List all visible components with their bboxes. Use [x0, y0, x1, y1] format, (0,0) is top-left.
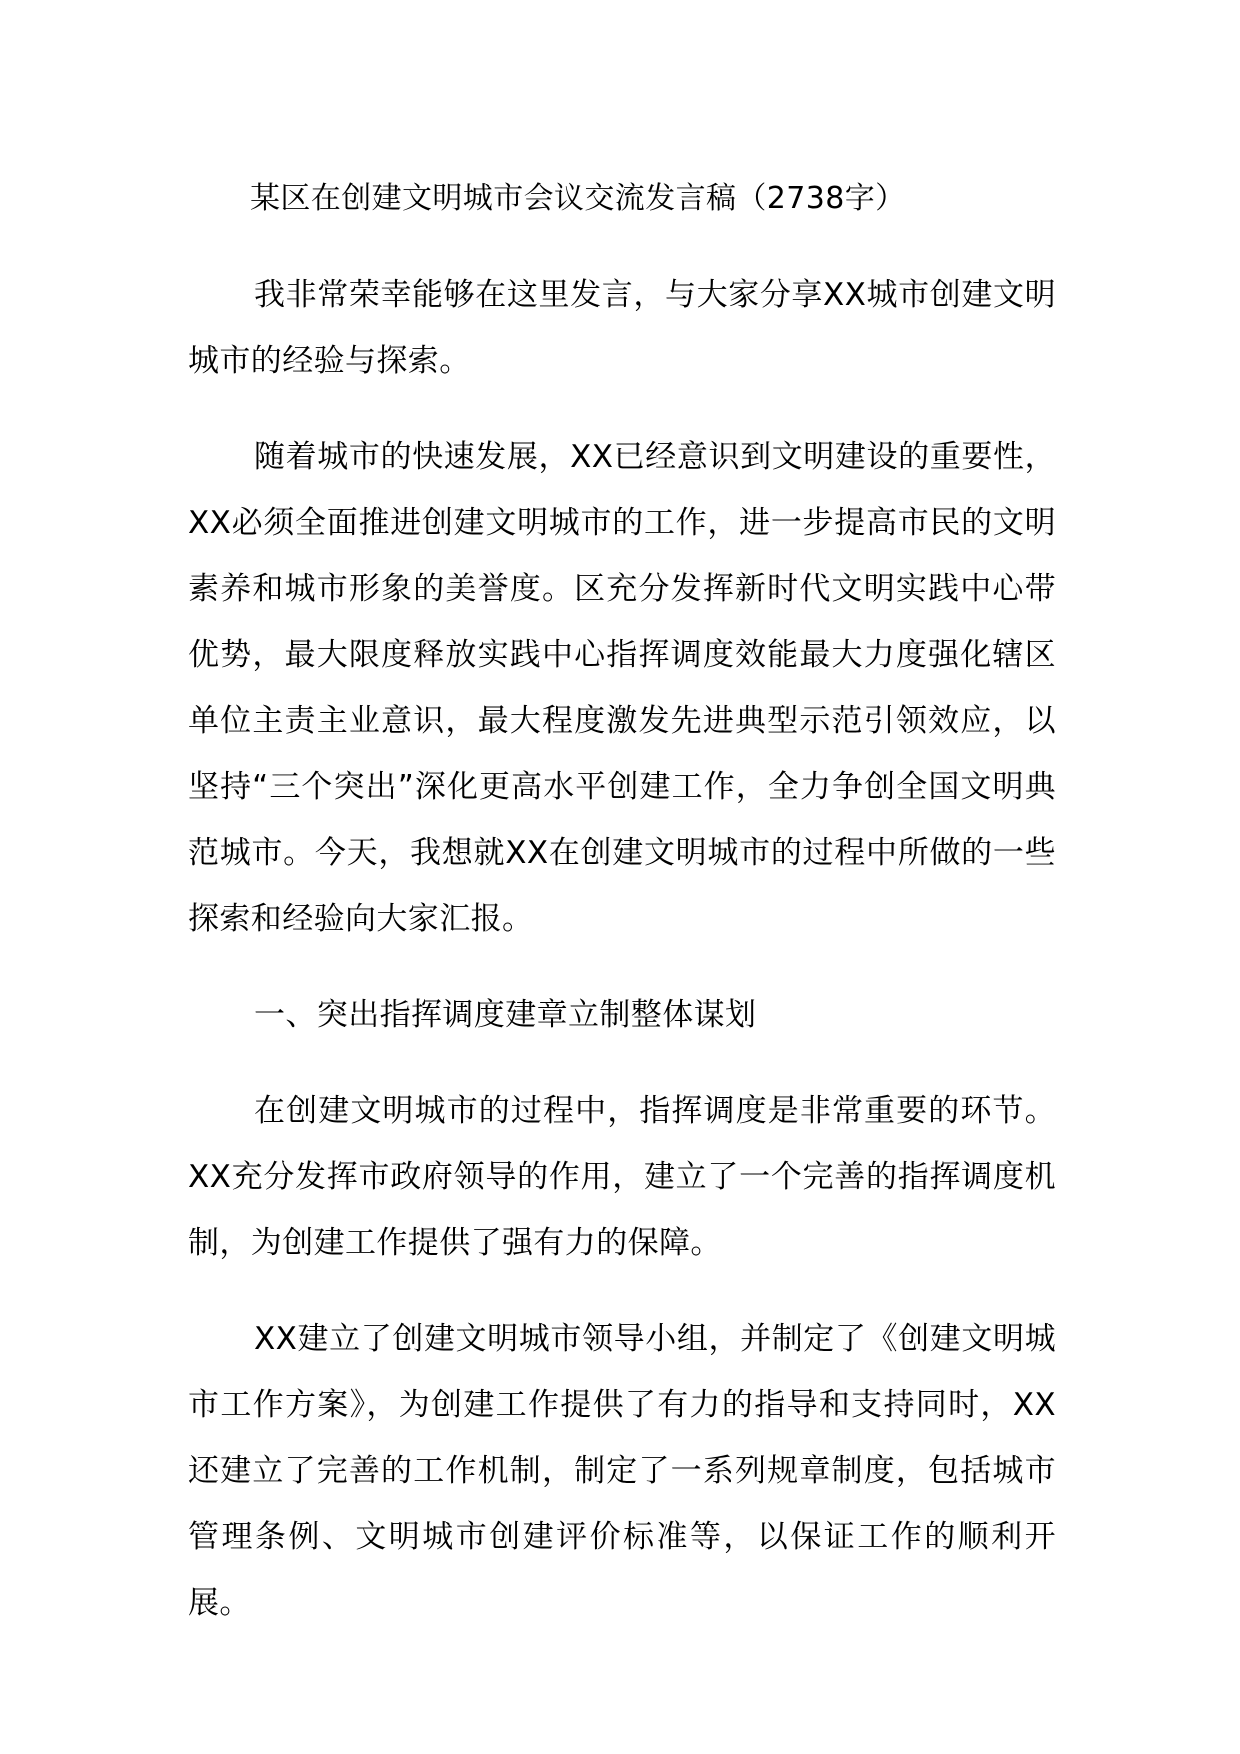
document-title: 某区在创建文明城市会议交流发言稿（2738字）	[250, 181, 906, 216]
paragraph-background: 随着城市的快速发展，XX已经意识到文明建设的重要性，XX必须全面推进创建文明城市的工作，进一步提高市民的文明素养和城市形象的美誉度。区充分发挥新时代文明实践中心带优势，最大限度释放实践中心指挥调度效能最大力度强化辖区单位主责主业意识，最大程度激发先进典型示范引领效应，以坚持“三个突出”深化更高水平创建工作，全力争创全国文明典范城市。今天，我想就XX在创建文明城市的过程中所做的一些探索和经验向大家汇报。	[188, 439, 1056, 937]
document-body	[188, 166, 1056, 1666]
section-heading: 一、突出指挥调度建章立制整体谋划	[254, 997, 757, 1033]
paragraph-leadership-group: XX建立了创建文明城市领导小组，并制定了《创建文明城市工作方案》，为创建工作提供了有力的指导和支持同时，XX还建立了完善的工作机制，制定了一系列规章制度，包括城市管理条例、文明城市创建评价标准等，以保证工作的顺利开展。	[188, 1321, 1056, 1621]
paragraph-intro: 我非常荣幸能够在这里发言，与大家分享XX城市创建文明城市的经验与探索。	[188, 277, 1056, 379]
paragraph-command-dispatch: 在创建文明城市的过程中，指挥调度是非常重要的环节。XX充分发挥市政府领导的作用，建立了一个完善的指挥调度机制，为创建工作提供了强有力的保障。	[188, 1093, 1056, 1261]
